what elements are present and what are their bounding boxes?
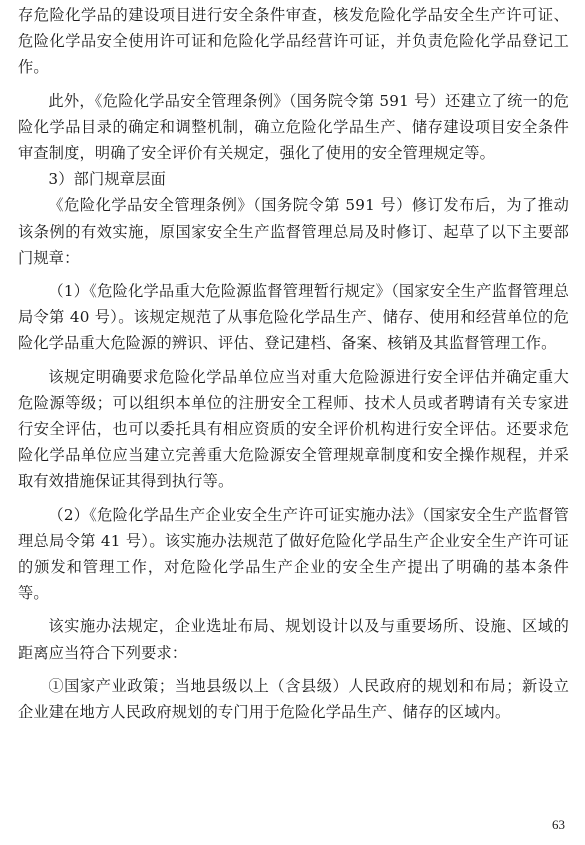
paragraph-rule-41: （2）《危险化学品生产企业安全生产许可证实施办法》（国家安全生产监督管理总局令第 41 号）。该实施办法规范了做好危险化学品生产企业安全生产许可证的颁发和管理工作，对危险化学品生产企业的安全生产提出了明确的基本条件等。 xyxy=(18,505,569,603)
paragraph-gap xyxy=(18,666,569,673)
paragraph-list-item-1: ①国家产业政策；当地县级以上（含县级）人民政府的规划和布局；新设立企业建在地方人民政府规划的专门用于危险化学品生产、储存的区域内。 xyxy=(18,676,569,722)
paragraph-gap xyxy=(18,606,569,613)
section-heading-departmental-rules: 3）部门规章层面 xyxy=(48,170,166,189)
paragraph-gap xyxy=(18,357,569,364)
paragraph-continuation: 存危险化学品的建设项目进行安全条件审查，核发危险化学品安全生产许可证、危险化学品安全使用许可证和危险化学品经营许可证，并负责危险化学品登记工作。 xyxy=(18,6,569,77)
page-number: 63 xyxy=(552,817,565,832)
paragraph-rule-41-requirements: 该实施办法规定，企业选址布局、规划设计以及与重要场所、设施、区域的距离应当符合下列要求： xyxy=(18,617,569,662)
paragraph-rule-40-requirements: 该规定明确要求危险化学品单位应当对重大危险源进行安全评估并确定重大危险源等级；可以组织本单位的注册安全工程师、技术人员或者聘请有关专家进行安全评估，也可以委托具有相应资质的安全评价机构进行安全评估。还要求危险化学品单位应当建立完善重大危险源安全管理规章制度和安全操作规程，并采取有效措施保证其得到执行等。 xyxy=(18,367,569,491)
paragraph-gap xyxy=(18,271,569,278)
paragraph-regulation-591: 此外，《危险化学品安全管理条例》（国务院令第 591 号）还建立了统一的危险化学品目录的确定和调整机制，确立危险化学品生产、储存建设项目安全条件审查制度，明确了安全评价有关规定，强化了使用的安全管理规定等。 xyxy=(18,91,569,163)
paragraph-gap xyxy=(18,495,569,502)
paragraph-rules-intro: 《危险化学品安全管理条例》（国务院令第 591 号）修订发布后，为了推动该条例的有效实施，原国家安全生产监督管理总局及时修订、起草了以下主要部门规章： xyxy=(18,196,569,267)
paragraph-rule-40: （1）《危险化学品重大危险源监督管理暂行规定》（国家安全生产监督管理总局令第 40 号）。该规定规范了从事危险化学品生产、储存、使用和经营单位的危险化学品重大危险源的辨识、评估、登记建档、备案、核销及其监督管理工作。 xyxy=(18,282,569,353)
paragraph-gap xyxy=(18,81,569,88)
